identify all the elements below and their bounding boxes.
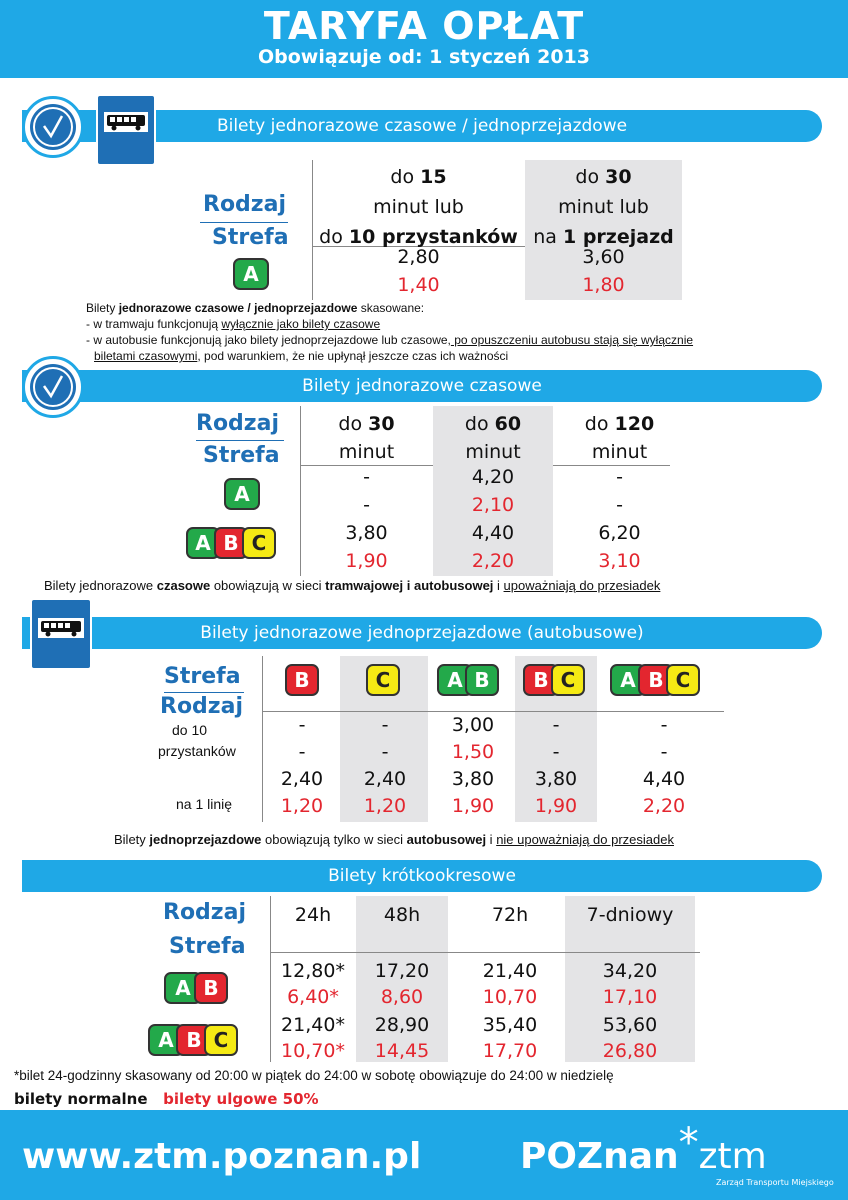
s4-header-72h: 72h [491, 904, 529, 926]
s3-cell: 2,40 [280, 768, 324, 790]
s4-cell: 8,60 [380, 986, 424, 1008]
section3-title-bar [22, 617, 822, 649]
s2-cell: - [616, 466, 623, 488]
s1-val-n2: 3,60 [582, 246, 625, 268]
s1-col1-header: do 15 minut lub do 10 przystanków [319, 166, 518, 248]
section1-title: Bilety jednorazowe czasowe / jednoprzejazdowe [216, 116, 628, 136]
s2-label-divider [196, 440, 284, 441]
zone-c-badge: C [366, 664, 400, 696]
s3-cell: 1,20 [280, 795, 324, 817]
zone-abc-badge: A B C [148, 1024, 238, 1056]
s1-val-u1: 1,40 [397, 274, 440, 296]
s4-footnote: *bilet 24-godzinny skasowany od 20:00 w piątek do 24:00 w sobotę obowiązuje do 24:00 w niedzielę [14, 1068, 614, 1083]
s2-cell: 2,10 [471, 494, 515, 516]
s4-hline [270, 952, 700, 953]
section4-title: Bilety krótkookresowe [328, 866, 516, 886]
s3-cell: - [660, 741, 668, 763]
s3-cell: 3,80 [451, 768, 495, 790]
page-header [0, 0, 848, 78]
zone-abc-badge: A B C [186, 527, 276, 559]
s4-cell: 12,80* [281, 960, 345, 982]
s4-cell: 53,60 [602, 1014, 658, 1036]
s2-cell: - [363, 494, 370, 516]
s3-cell: 3,00 [451, 714, 495, 736]
s3-row1-label1: do 10 [172, 722, 208, 738]
s3-cell: 4,40 [642, 768, 686, 790]
s4-cell: 21,40 [482, 960, 538, 982]
zone-a-badge: A [224, 478, 260, 510]
s1-label-divider [200, 222, 288, 223]
s2-cell: - [363, 466, 370, 488]
s2-cell: 4,40 [471, 522, 515, 544]
s4-cell: 6,40* [287, 986, 339, 1008]
s3-cell: 3,80 [534, 768, 578, 790]
s4-strefa-label: Strefa [169, 934, 246, 959]
s4-rodzaj-label: Rodzaj [163, 900, 246, 925]
s2-cell: 3,10 [598, 550, 641, 572]
page-title: TARYFA OPŁAT [263, 4, 585, 48]
page-footer [0, 1110, 848, 1200]
zone-a-badge: A [233, 258, 269, 290]
legend [14, 1090, 319, 1108]
legend-normal: bilety normalne [14, 1090, 148, 1108]
s4-header-24h: 24h [294, 904, 332, 926]
s4-cell: 17,20 [374, 960, 430, 982]
s2-rodzaj-label: Rodzaj [196, 411, 279, 436]
s3-cell: - [298, 714, 306, 736]
s2-cell: 2,20 [471, 550, 515, 572]
s3-cell: - [552, 741, 560, 763]
s2-header-30: do 30 minut [338, 413, 395, 463]
s3-cell: 1,90 [451, 795, 495, 817]
ztm-logo: POZnan*ztm [520, 1120, 767, 1177]
zone-ab-badge: A B [437, 664, 499, 696]
s1-col2-header: do 30 minut lub na 1 przejazd [533, 166, 674, 248]
s4-header-48h: 48h [383, 904, 421, 926]
zone-abc-badge: A B C [610, 664, 700, 696]
zone-b-badge: B [285, 664, 319, 696]
s3-row1-label2: przystanków [158, 743, 236, 759]
s3-note: Bilety jednoprzejazdowe obowiązują tylko w sieci autobusowej i nie upoważniają do przesiadek [114, 832, 674, 847]
bus-stop-sign-icon [96, 94, 156, 166]
s2-note: Bilety jednorazowe czasowe obowiązują w sieci tramwajowej i autobusowej i upoważniają do przesiadek [44, 578, 661, 593]
section2-title: Bilety jednorazowe czasowe [302, 376, 542, 396]
ztm-logo-subtitle: Zarząd Transportu Miejskiego [716, 1178, 834, 1187]
s4-cell: 28,90 [374, 1014, 430, 1036]
s4-cell: 17,10 [602, 986, 658, 1008]
s3-row2-label: na 1 linię [176, 796, 233, 812]
s4-cell: 14,45 [374, 1040, 430, 1062]
s1-strefa-label: Strefa [212, 225, 289, 250]
s4-cell: 26,80 [602, 1040, 658, 1062]
bus-stop-sign-icon [30, 598, 92, 670]
legend-reduced: bilety ulgowe 50% [163, 1090, 319, 1108]
clock-icon [22, 96, 84, 158]
s4-cell: 10,70* [281, 1040, 345, 1062]
s1-rodzaj-label: Rodzaj [203, 192, 286, 217]
s1-val-n1: 2,80 [397, 246, 440, 268]
s2-cell: 4,20 [471, 466, 515, 488]
s1-notes: Bilety jednorazowe czasowe / jednoprzejazdowe skasowane: - w tramwaju funkcjonują wyłącznie jako bilety czasowe - w autobusie funkcjonują jako bilety jednoprzejazdowe lub czasowe, po opuszczeniu autobusu stają się wyłącznie biletami czasowymi, pod warunkiem, że nie upłynął jeszcze czas ich ważności [86, 301, 694, 363]
s2-cell: 6,20 [598, 522, 641, 544]
s3-cell: 1,90 [534, 795, 578, 817]
s4-cell: 17,70 [482, 1040, 538, 1062]
clock-icon [22, 356, 84, 418]
zone-bc-badge: B C [523, 664, 585, 696]
s3-cell: 2,20 [642, 795, 686, 817]
s4-cell: 35,40 [482, 1014, 538, 1036]
s2-cell: 3,80 [345, 522, 388, 544]
s2-cell: 1,90 [345, 550, 388, 572]
s3-cell: - [660, 714, 668, 736]
s2-cell: - [616, 494, 623, 516]
s3-label-divider [164, 692, 244, 693]
s4-cell: 34,20 [602, 960, 658, 982]
section3-title: Bilety jednorazowe jednoprzejazdowe (autobusowe) [200, 623, 644, 643]
page-subtitle: Obowiązuje od: 1 styczeń 2013 [258, 46, 590, 68]
s3-hline [262, 711, 724, 712]
s4-cell: 10,70 [482, 986, 538, 1008]
s2-strefa-label: Strefa [203, 443, 280, 468]
s3-cell: 1,50 [451, 741, 495, 763]
s3-strefa-label: Strefa [164, 664, 241, 689]
s4-header-7d: 7-dniowy [586, 904, 674, 926]
website-link[interactable]: www.ztm.poznan.pl [22, 1136, 422, 1177]
s3-cell: - [552, 714, 560, 736]
s3-cell: - [381, 714, 389, 736]
section2-title-bar [22, 370, 822, 402]
s4-cell: 21,40* [281, 1014, 345, 1036]
section4-title-bar [22, 860, 822, 892]
zone-ab-badge: A B [164, 972, 228, 1004]
s2-header-120: do 120 minut [584, 413, 655, 463]
s3-cell: - [298, 741, 306, 763]
s3-cell: - [381, 741, 389, 763]
s1-val-u2: 1,80 [582, 274, 625, 296]
s3-rodzaj-label: Rodzaj [160, 694, 243, 719]
s3-cell: 2,40 [363, 768, 407, 790]
s3-cell: 1,20 [363, 795, 407, 817]
s2-header-60: do 60 minut [464, 413, 522, 463]
